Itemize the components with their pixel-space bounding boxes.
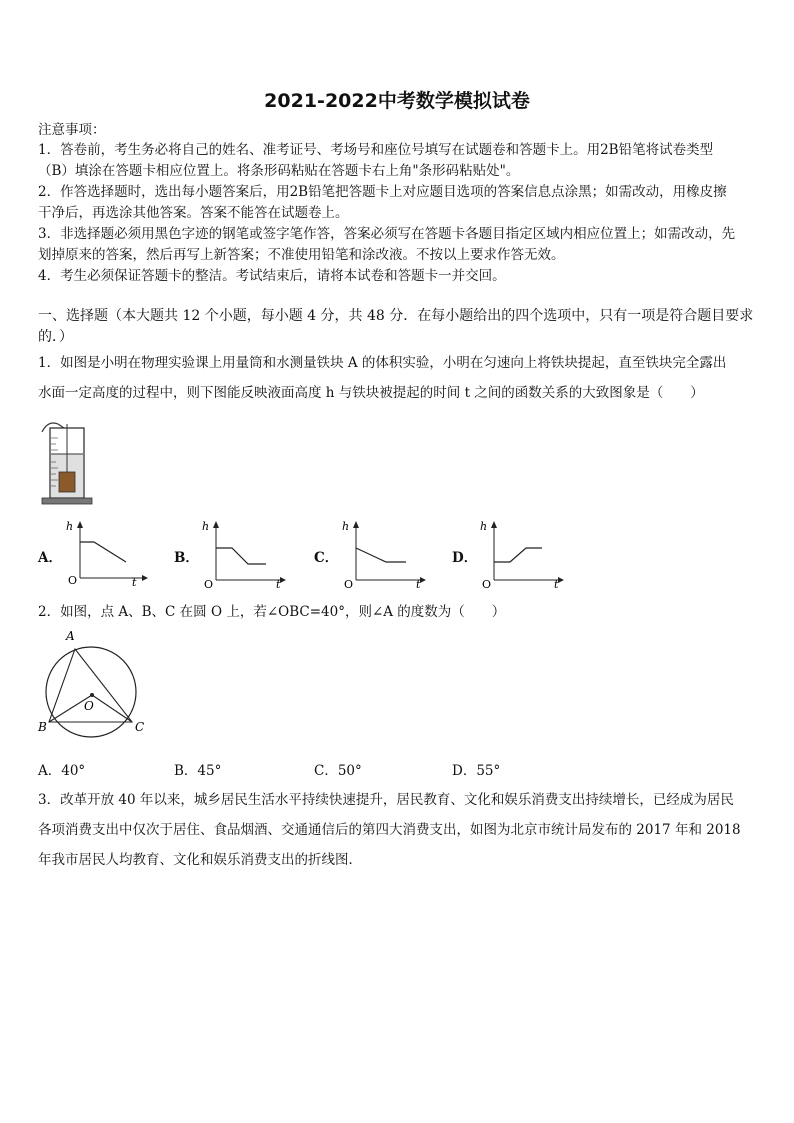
q3-stem: 年我市居民人均教育、文化和娱乐消费支出的折线图． (38, 852, 362, 868)
q2-option-a: A．40° (38, 763, 86, 779)
notice-line: 4．考生必须保证答题卡的整洁。考试结束后，请将本试卷和答题卡一并交回。 (38, 268, 506, 284)
q1-option-a-label: A． (38, 550, 62, 566)
q1-graph-a (60, 518, 150, 588)
q2-option-c: C．50° (314, 763, 362, 779)
q2-stem: 2．如图，点 A、B、C 在圆 O 上，若∠OBC=40°，则∠A 的度数为（ ） (38, 604, 506, 620)
axis-t-label: t (276, 578, 281, 590)
q1-stem: 水面一定高度的过程中，则下图能反映液面高度 h 与铁块被提起的时间 t 之间的函数关系的大致图象是（ ） (38, 385, 704, 401)
q1-option-b-label: B． (174, 550, 199, 566)
q1-graph-b (196, 518, 288, 590)
origin-label: O (482, 578, 492, 590)
section-heading: 一、选择题（本大题共 12 个小题，每小题 4 分，共 48 分．在每小题给出的四个选项中，只有一项是符合题目要求 (38, 308, 754, 324)
axis-t-label: t (132, 576, 137, 588)
section-heading-cont: 的．） (38, 329, 73, 345)
notice-heading: 注意事项： (38, 122, 106, 138)
point-a-label: A (66, 629, 75, 643)
q2-circle-figure (34, 628, 152, 740)
q3-stem: 各项消费支出中仅次于居住、食品烟酒、交通通信后的第四大消费支出，如图为北京市统计局发布的 2017 年和 2018 (38, 822, 741, 838)
origin-label: O (68, 574, 78, 587)
point-o-label: O (84, 699, 94, 713)
notice-line: （B）填涂在答题卡相应位置上。将条形码粘贴在答题卡右上角"条形码粘贴处"。 (38, 163, 520, 179)
origin-label: O (204, 578, 214, 590)
origin-label: O (344, 578, 354, 590)
axis-h-label: h (202, 520, 210, 533)
notice-line: 1．答卷前，考生务必将自己的姓名、准考证号、考场号和座位号填写在试题卷和答题卡上。用2B铅笔将试卷类型 (38, 142, 714, 158)
axis-h-label: h (342, 520, 350, 533)
q1-option-d-label: D． (452, 550, 478, 566)
q1-graph-d (474, 518, 566, 590)
q2-option-b: B．45° (174, 763, 222, 779)
q1-graph-c (336, 518, 428, 590)
notice-line: 2．作答选择题时，选出每小题答案后，用2B铅笔把答题卡上对应题目选项的答案信息点涂黑；如需改动，用橡皮擦 (38, 184, 727, 200)
axis-h-label: h (480, 520, 488, 533)
notice-line: 3．非选择题必须用黑色字迹的钢笔或签字笔作答，答案必须写在答题卡各题目指定区域内相应位置上；如需改动，先 (38, 226, 736, 242)
axis-t-label: t (554, 578, 559, 590)
q2-option-d: D．55° (452, 763, 501, 779)
beaker-figure (36, 418, 98, 506)
axis-h-label: h (66, 520, 74, 533)
q3-stem: 3．改革开放 40 年以来，城乡居民生活水平持续快速提升，居民教育、文化和娱乐消费支出持续增长，已经成为居民 (38, 792, 734, 808)
notice-line: 干净后，再选涂其他答案。答案不能答在试题卷上。 (38, 205, 349, 221)
q1-option-c-label: C． (314, 550, 339, 566)
notice-line: 划掉原来的答案，然后再写上新答案；不准使用铅笔和涂改液。不按以上要求作答无效。 (38, 247, 565, 263)
point-b-label: B (38, 720, 47, 734)
q1-stem: 1．如图是小明在物理实验课上用量筒和水测量铁块 A 的体积实验，小明在匀速向上将铁块提起，直至铁块完全露出 (38, 355, 727, 371)
axis-t-label: t (416, 578, 421, 590)
point-c-label: C (135, 720, 145, 734)
page-title: 2021-2022中考数学模拟试卷 (264, 90, 530, 112)
